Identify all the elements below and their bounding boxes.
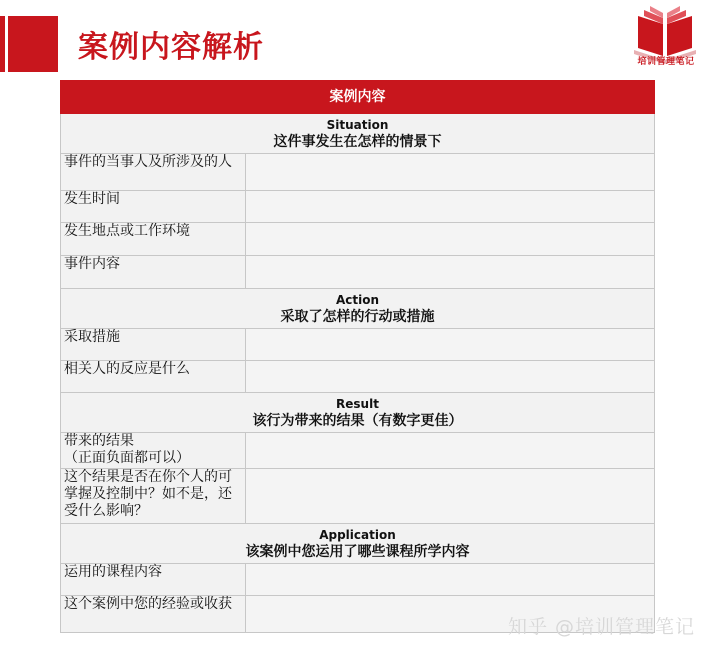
table-row xyxy=(61,256,655,289)
row-value-field[interactable] xyxy=(246,191,655,223)
row-label: 事件的当事人及所涉及的人 xyxy=(61,154,246,191)
row-value-field[interactable] xyxy=(246,361,655,393)
section-title-cn: 该案例中您运用了哪些课程所学内容 xyxy=(245,543,470,560)
row-label: 发生时间 xyxy=(61,191,246,223)
row-value-field[interactable] xyxy=(246,433,655,469)
section-title-en: Situation xyxy=(326,117,389,132)
row-label: 运用的课程内容 xyxy=(61,564,246,596)
case-content-table xyxy=(60,80,655,633)
section-action-header xyxy=(61,289,655,329)
page-title: 案例内容解析 xyxy=(78,30,264,65)
section-situation-header xyxy=(61,114,655,154)
row-label: 这个结果是否在你个人的可掌握及控制中？如不是，还受什么影响？ xyxy=(61,469,246,524)
table-row xyxy=(61,223,655,256)
row-label: 事件内容 xyxy=(61,256,246,289)
row-value-field[interactable] xyxy=(246,256,655,289)
table-row xyxy=(61,191,655,223)
row-value-field[interactable] xyxy=(246,469,655,524)
table-row xyxy=(61,154,655,191)
row-value-field[interactable] xyxy=(246,564,655,596)
section-title-cn: 这件事发生在怎样的情景下 xyxy=(273,133,442,150)
table-row xyxy=(61,469,655,524)
title-accent-bar xyxy=(0,16,58,72)
table-row xyxy=(61,433,655,469)
table-row xyxy=(61,329,655,361)
section-title-en: Result xyxy=(336,396,379,411)
section-application-header xyxy=(61,524,655,564)
section-result-header xyxy=(61,393,655,433)
title-accent-divider xyxy=(5,16,8,72)
row-value-field[interactable] xyxy=(246,154,655,191)
row-label: 采取措施 xyxy=(61,329,246,361)
row-label: 相关人的反应是什么 xyxy=(61,361,246,393)
row-label: 带来的结果 （正面负面都可以） xyxy=(61,433,246,469)
row-value-field[interactable] xyxy=(246,329,655,361)
section-title-cn: 采取了怎样的行动或措施 xyxy=(280,308,435,325)
watermark: 知乎 @培训管理笔记 xyxy=(508,616,696,638)
section-title-cn: 该行为带来的结果（有数字更佳） xyxy=(252,412,463,429)
table-row xyxy=(61,564,655,596)
section-title-en: Action xyxy=(335,292,380,307)
logo-text: 培训管理笔记 xyxy=(637,57,695,67)
table-row xyxy=(61,361,655,393)
table-header: 案例内容 xyxy=(61,81,655,114)
row-value-field[interactable] xyxy=(246,223,655,256)
section-title-en: Application xyxy=(319,527,396,542)
row-label: 发生地点或工作环境 xyxy=(61,223,246,256)
row-label: 这个案例中您的经验或收获 xyxy=(61,596,246,633)
